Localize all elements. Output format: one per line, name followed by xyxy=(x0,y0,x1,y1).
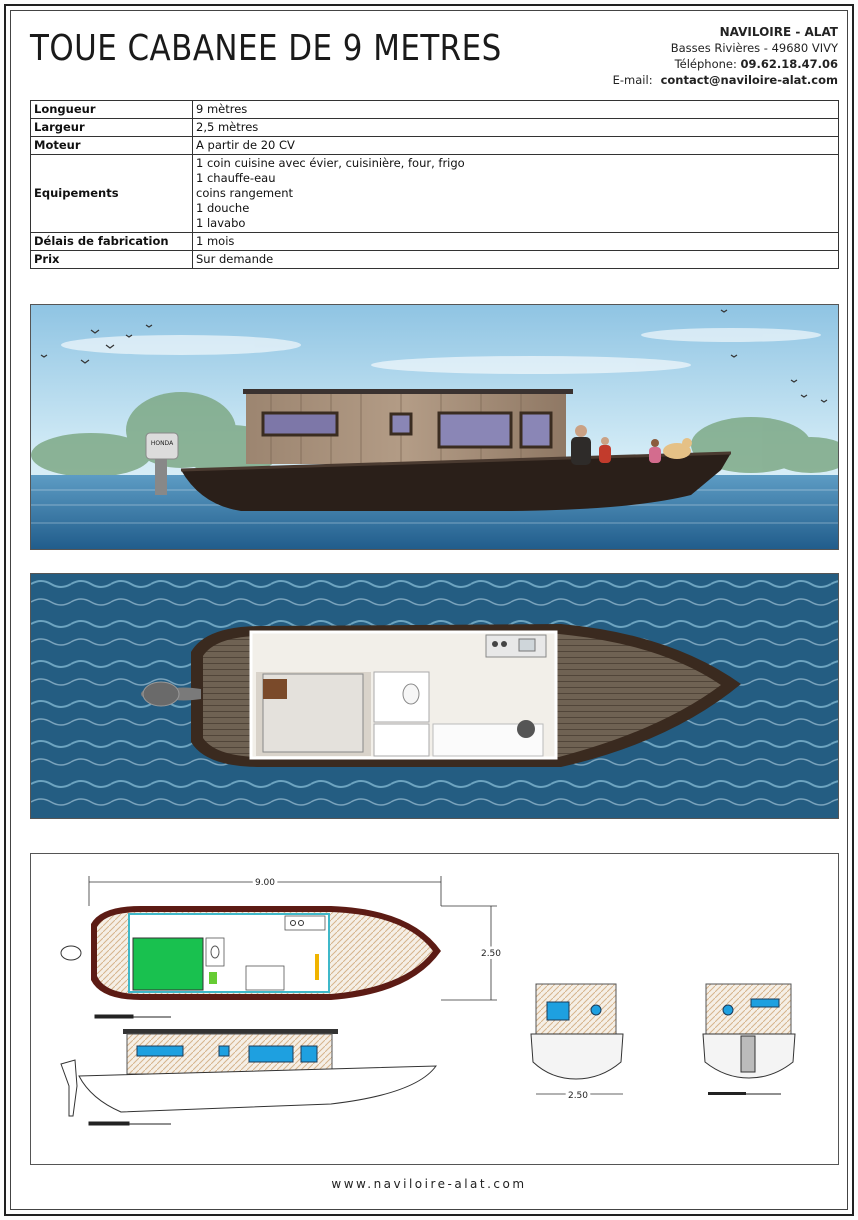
window xyxy=(439,413,511,447)
equipment-item: 1 chauffe-eau xyxy=(196,171,276,185)
email-label: E-mail: xyxy=(612,73,653,87)
table-row xyxy=(31,155,839,233)
scale-bar xyxy=(95,1015,171,1018)
side-view-render xyxy=(30,304,839,550)
company-phone xyxy=(613,56,838,72)
equipment-item: 1 lavabo xyxy=(196,216,246,230)
technical-plans xyxy=(30,853,839,1165)
spec-value: 1 mois xyxy=(193,233,839,251)
spec-value-list xyxy=(193,155,839,233)
company-email xyxy=(613,72,838,88)
specs-table xyxy=(30,100,839,269)
equipment-item: 1 douche xyxy=(196,201,250,215)
window xyxy=(521,413,551,447)
spec-label: Moteur xyxy=(31,137,193,155)
email-link[interactable]: contact@naviloire-alat.com xyxy=(660,73,838,87)
spec-label: Largeur xyxy=(31,119,193,137)
page-title: TOUE CABANEE DE 9 METRES xyxy=(30,28,502,69)
spec-value: Sur demande xyxy=(193,251,839,269)
spec-label: Longueur xyxy=(31,101,193,119)
top-view-illustration xyxy=(31,574,839,819)
spec-value: 9 mètres xyxy=(193,101,839,119)
table-row xyxy=(31,137,839,155)
window xyxy=(263,413,337,435)
phone-value: 09.62.18.47.06 xyxy=(740,57,838,71)
spec-label: Prix xyxy=(31,251,193,269)
phone-label: Téléphone: xyxy=(674,57,737,71)
floor-plan xyxy=(61,906,441,1000)
company-address: Basses Rivières - 49680 VIVY xyxy=(670,41,838,55)
plans-drawing xyxy=(31,854,839,1165)
spec-label: Délais de fabrication xyxy=(31,233,193,251)
table-row xyxy=(31,101,839,119)
company-name: NAVILOIRE - ALAT xyxy=(719,25,838,39)
table-row xyxy=(31,233,839,251)
website-footer[interactable]: www.naviloire-alat.com xyxy=(331,1177,527,1191)
width-label: 2.50 xyxy=(480,949,502,959)
motor-brand: HONDA xyxy=(150,440,174,447)
spec-label: Equipements xyxy=(31,155,193,233)
plan-bed xyxy=(133,938,203,990)
equipment-item: 1 coin cuisine avec évier, cuisinière, four, frigo xyxy=(196,156,465,170)
equipment-item: coins rangement xyxy=(196,186,294,200)
window xyxy=(391,414,411,434)
front-width-label: 2.50 xyxy=(567,1091,589,1101)
side-view-illustration xyxy=(31,305,839,550)
spec-value: A partir de 20 CV xyxy=(193,137,839,155)
company-info xyxy=(613,24,838,88)
top-view-render xyxy=(30,573,839,819)
table-row xyxy=(31,251,839,269)
front-view xyxy=(531,984,623,1094)
scale-bar xyxy=(89,1122,171,1125)
side-elevation xyxy=(61,1029,436,1116)
rear-view xyxy=(703,984,795,1095)
length-label: 9.00 xyxy=(254,878,276,888)
spec-value: 2,5 mètres xyxy=(193,119,839,137)
table-row xyxy=(31,119,839,137)
